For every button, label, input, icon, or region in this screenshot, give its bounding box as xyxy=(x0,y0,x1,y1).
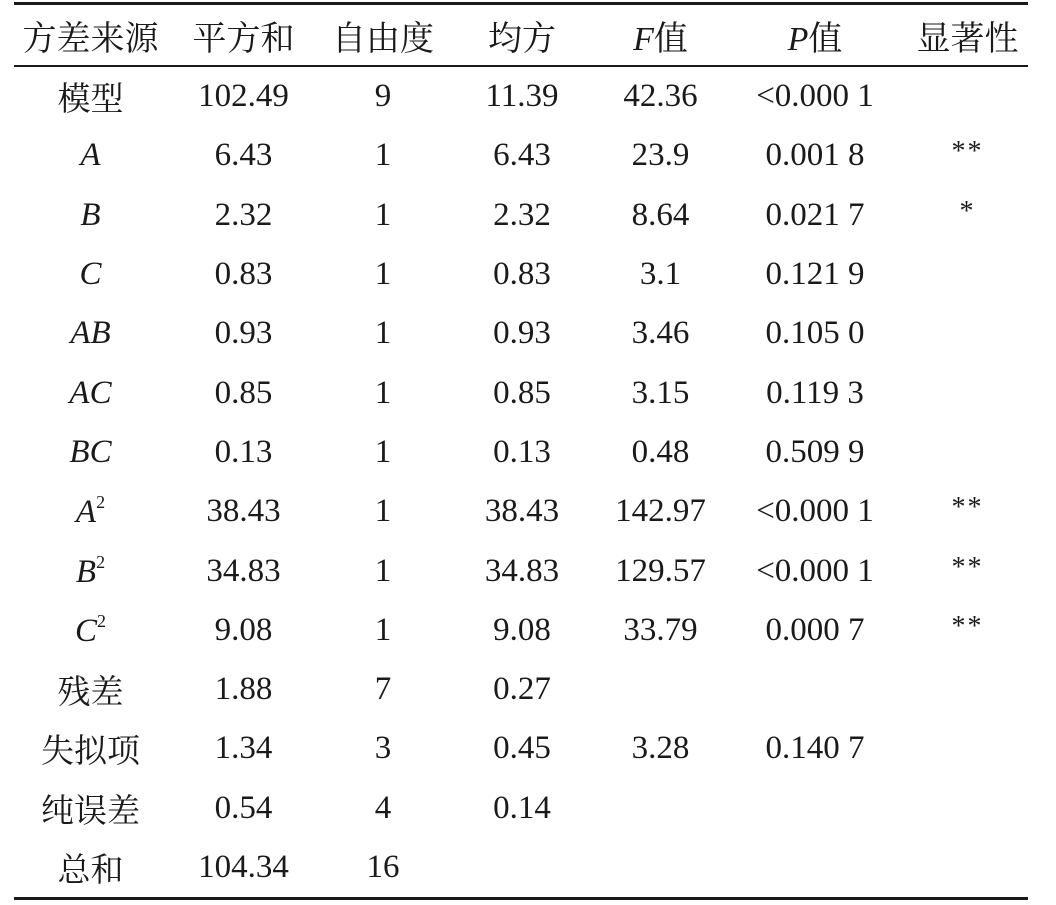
cell-mean-square: 0.83 xyxy=(493,256,551,293)
cell-f-value: 142.97 xyxy=(615,493,706,530)
source-exponent: 2 xyxy=(96,551,106,572)
source-label: 纯误差 xyxy=(41,793,140,830)
cell-f-value xyxy=(598,779,723,838)
cell-significance xyxy=(907,779,1028,838)
table-row xyxy=(14,719,1028,778)
cell-degrees-of-freedom: 4 xyxy=(374,789,392,826)
cell-p-value: 0.119 3 xyxy=(766,374,864,411)
significance-marker: ** xyxy=(951,551,984,583)
cell-sum-of-squares: 0.93 xyxy=(214,315,273,352)
cell-source xyxy=(14,126,167,185)
table-row xyxy=(14,779,1028,838)
cell-p-value: 0.105 0 xyxy=(765,315,865,352)
significance-marker: ** xyxy=(951,610,984,642)
cell-sum-of-squares: 0.13 xyxy=(214,433,273,470)
table-row xyxy=(14,541,1028,600)
source-label: 残差 xyxy=(57,675,124,712)
anova-table xyxy=(14,2,1028,900)
cell-sum-of-squares: 0.85 xyxy=(214,374,273,411)
table-header xyxy=(14,4,1028,67)
cell-significance xyxy=(907,126,1028,185)
cell-p-value: 0.509 9 xyxy=(765,433,865,470)
cell-f-value: 42.36 xyxy=(623,78,698,115)
cell-source xyxy=(14,541,167,600)
cell-significance xyxy=(907,245,1028,304)
cell-sum-of-squares: 6.43 xyxy=(214,137,273,174)
cell-degrees-of-freedom: 1 xyxy=(374,433,392,470)
table-body xyxy=(14,66,1028,899)
cell-mean-square: 38.43 xyxy=(484,493,560,530)
cell-p-value: 0.000 7 xyxy=(765,611,865,648)
header-row xyxy=(14,4,1028,67)
cell-significance xyxy=(907,66,1028,126)
cell-source xyxy=(14,601,167,660)
cell-mean-square: 2.32 xyxy=(493,196,551,233)
header-sum-of-squares: 平方和 xyxy=(192,20,295,58)
anova-table-container xyxy=(14,2,1028,900)
table-row xyxy=(14,601,1028,660)
significance-marker: ** xyxy=(951,136,984,168)
source-label: B xyxy=(75,553,97,590)
source-label: AC xyxy=(69,374,112,411)
cell-mean-square: 9.08 xyxy=(493,611,551,648)
cell-degrees-of-freedom: 1 xyxy=(374,256,392,293)
source-exponent: 2 xyxy=(97,610,106,631)
header-mean-square: 均方 xyxy=(488,20,556,58)
cell-mean-square: 0.85 xyxy=(493,374,551,411)
cell-p-value: <0.000 1 xyxy=(756,552,874,589)
cell-significance xyxy=(907,719,1028,778)
source-label: 模型 xyxy=(57,82,124,119)
cell-sum-of-squares: 0.54 xyxy=(214,789,273,826)
cell-source xyxy=(14,482,167,541)
cell-f-value: 3.28 xyxy=(631,730,690,767)
source-label: C xyxy=(74,612,97,649)
table-row xyxy=(14,838,1028,899)
cell-mean-square: 0.45 xyxy=(493,730,551,767)
cell-f-value: 23.9 xyxy=(631,137,690,174)
cell-source xyxy=(14,245,167,304)
header-p-letter: P xyxy=(787,20,809,58)
cell-p-value xyxy=(723,838,907,899)
significance-marker: ** xyxy=(951,492,984,524)
cell-p-value: 0.121 9 xyxy=(765,256,865,293)
cell-sum-of-squares: 2.32 xyxy=(214,196,273,233)
table-row xyxy=(14,186,1028,245)
cell-mean-square: 11.39 xyxy=(485,78,559,115)
cell-f-value: 8.64 xyxy=(631,196,690,233)
cell-degrees-of-freedom: 1 xyxy=(374,611,392,648)
cell-p-value: 0.021 7 xyxy=(765,196,865,233)
cell-sum-of-squares: 9.08 xyxy=(214,611,273,648)
cell-significance xyxy=(907,304,1028,363)
cell-degrees-of-freedom: 1 xyxy=(374,196,392,233)
header-p-value xyxy=(723,4,907,67)
cell-sum-of-squares: 1.88 xyxy=(214,671,273,708)
cell-f-value: 33.79 xyxy=(623,611,698,648)
cell-degrees-of-freedom: 7 xyxy=(374,671,392,708)
source-label: A xyxy=(80,137,101,174)
header-source: 方差来源 xyxy=(22,20,159,58)
cell-source xyxy=(14,660,167,719)
cell-mean-square: 0.27 xyxy=(493,671,551,708)
source-label: AB xyxy=(70,315,111,352)
cell-sum-of-squares: 34.83 xyxy=(206,552,281,589)
source-label: A xyxy=(75,494,97,531)
cell-degrees-of-freedom: 1 xyxy=(374,493,392,530)
cell-sum-of-squares: 0.83 xyxy=(214,256,273,293)
cell-f-value: 3.46 xyxy=(631,315,690,352)
source-label: 总和 xyxy=(57,853,124,889)
cell-f-value: 3.15 xyxy=(631,374,690,411)
cell-degrees-of-freedom: 1 xyxy=(374,137,392,174)
cell-source xyxy=(14,423,167,482)
cell-significance xyxy=(907,482,1028,541)
cell-mean-square: 0.13 xyxy=(493,433,551,470)
header-f-suffix: 值 xyxy=(653,20,688,58)
cell-f-value: 129.57 xyxy=(615,552,706,589)
cell-source xyxy=(14,719,167,778)
cell-significance xyxy=(907,363,1028,422)
cell-significance xyxy=(907,601,1028,660)
cell-sum-of-squares: 102.49 xyxy=(198,78,289,115)
table-row xyxy=(14,126,1028,185)
cell-significance xyxy=(907,186,1028,245)
cell-f-value xyxy=(598,838,723,899)
table-row xyxy=(14,304,1028,363)
cell-source xyxy=(14,186,167,245)
cell-p-value: 0.001 8 xyxy=(765,137,865,174)
cell-degrees-of-freedom: 1 xyxy=(374,374,392,411)
cell-sum-of-squares: 104.34 xyxy=(198,849,289,885)
cell-p-value xyxy=(723,660,907,719)
header-significance: 显著性 xyxy=(916,20,1019,58)
cell-f-value xyxy=(598,660,723,719)
cell-degrees-of-freedom: 16 xyxy=(366,849,400,885)
cell-mean-square: 34.83 xyxy=(484,552,560,589)
cell-p-value: <0.000 1 xyxy=(756,493,874,530)
significance-marker: * xyxy=(959,195,976,227)
cell-p-value: <0.000 1 xyxy=(756,78,874,115)
cell-degrees-of-freedom: 9 xyxy=(374,78,392,115)
source-exponent: 2 xyxy=(96,492,106,513)
cell-mean-square: 0.93 xyxy=(493,315,551,352)
cell-significance xyxy=(907,541,1028,600)
table-row xyxy=(14,66,1028,126)
cell-significance xyxy=(907,838,1028,899)
cell-source xyxy=(14,838,167,899)
cell-sum-of-squares: 38.43 xyxy=(206,493,281,530)
source-label: B xyxy=(80,196,101,233)
table-row xyxy=(14,363,1028,422)
table-row xyxy=(14,482,1028,541)
cell-degrees-of-freedom: 3 xyxy=(374,730,392,767)
table-row xyxy=(14,245,1028,304)
cell-sum-of-squares: 1.34 xyxy=(214,730,273,767)
cell-mean-square: 0.14 xyxy=(493,789,551,826)
cell-significance xyxy=(907,423,1028,482)
cell-p-value: 0.140 7 xyxy=(765,730,865,767)
cell-degrees-of-freedom: 1 xyxy=(374,315,392,352)
header-f-letter: F xyxy=(633,20,654,58)
cell-source xyxy=(14,779,167,838)
header-p-suffix: 值 xyxy=(808,20,843,58)
cell-mean-square xyxy=(446,838,598,899)
header-degrees-of-freedom: 自由度 xyxy=(332,20,434,58)
source-label: BC xyxy=(69,433,112,470)
source-label: C xyxy=(79,256,102,293)
cell-f-value: 3.1 xyxy=(639,256,682,293)
table-row xyxy=(14,423,1028,482)
cell-source xyxy=(14,304,167,363)
cell-source xyxy=(14,66,167,126)
cell-f-value: 0.48 xyxy=(631,433,690,470)
cell-significance xyxy=(907,660,1028,719)
cell-source xyxy=(14,363,167,422)
table-row xyxy=(14,660,1028,719)
cell-mean-square: 6.43 xyxy=(493,137,551,174)
header-f-value xyxy=(598,4,723,67)
cell-p-value xyxy=(723,779,907,838)
source-label: 失拟项 xyxy=(41,734,140,771)
cell-degrees-of-freedom: 1 xyxy=(374,552,392,589)
